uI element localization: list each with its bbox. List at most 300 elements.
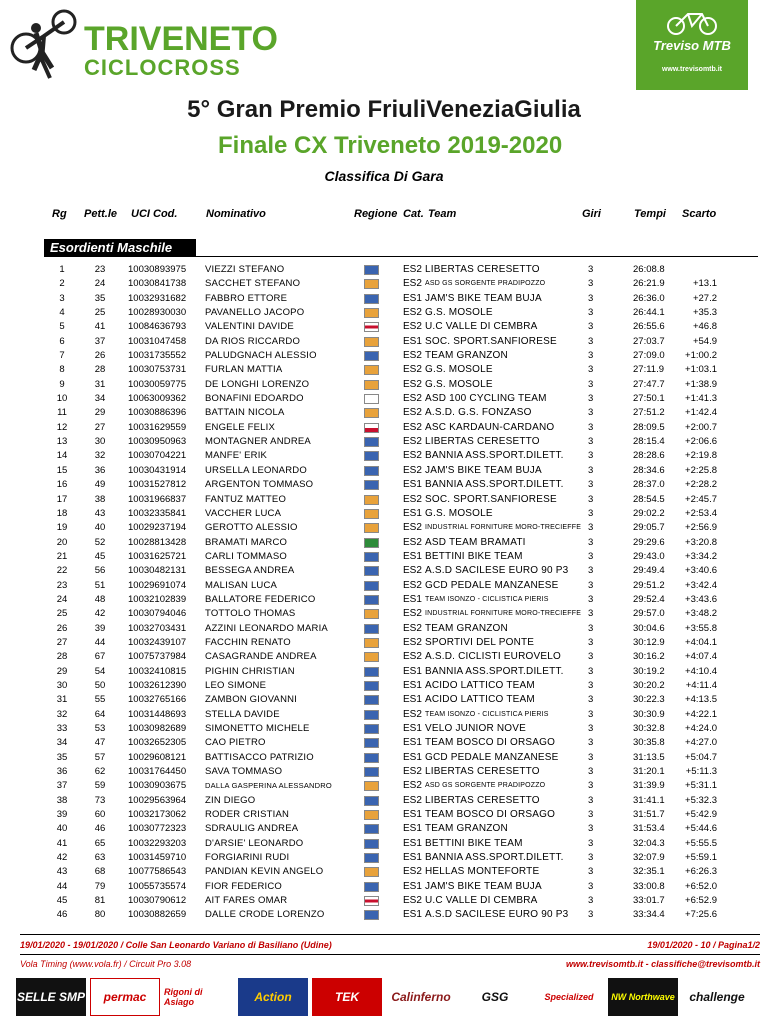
category-cell: ES2 — [403, 364, 422, 376]
bib-cell: 28 — [94, 364, 106, 376]
region-flag-icon — [364, 595, 379, 605]
bib-cell: 55 — [94, 694, 106, 706]
table-row — [0, 349, 768, 363]
rank-cell: 29 — [56, 665, 68, 677]
category-cell: ES2 — [403, 536, 422, 548]
team-cell: LIBERTAS CERESETTO — [425, 436, 540, 448]
team-cell: JAM'S BIKE TEAM BUJA — [425, 292, 542, 304]
laps-cell: 3 — [588, 364, 594, 376]
col-pett: Pett.le — [84, 208, 118, 220]
category-cell: ES2 — [403, 522, 422, 534]
region-flag-icon — [364, 495, 379, 505]
region-flag-icon — [364, 681, 379, 691]
table-row — [0, 421, 768, 435]
region-flag-icon — [364, 753, 379, 763]
gap-cell: +2:28.2 — [685, 479, 717, 491]
region-flag-icon — [364, 652, 379, 662]
category-cell: ES2 — [403, 608, 422, 620]
bib-cell: 67 — [94, 651, 106, 663]
category-cell: ES1 — [403, 479, 422, 491]
rank-cell: 14 — [56, 450, 68, 462]
table-row — [0, 277, 768, 291]
gap-cell: +2:25.8 — [685, 464, 717, 476]
name-cell: CARLI TOMMASO — [205, 550, 287, 562]
region-flag-icon — [364, 308, 379, 318]
rank-cell: 12 — [56, 421, 68, 433]
time-cell: 30:16.2 — [633, 651, 665, 663]
laps-cell: 3 — [588, 895, 594, 907]
category-cell: ES1 — [403, 823, 422, 835]
gap-cell: +3:20.8 — [685, 536, 717, 548]
table-row — [0, 708, 768, 722]
laps-cell: 3 — [588, 880, 594, 892]
gap-cell: +4:10.4 — [685, 665, 717, 677]
bib-cell: 79 — [94, 880, 106, 892]
table-row — [0, 449, 768, 463]
gap-cell: +5:59.1 — [685, 852, 717, 864]
rank-cell: 22 — [56, 565, 68, 577]
gap-cell: +6:26.3 — [685, 866, 717, 878]
time-cell: 30:04.6 — [633, 622, 665, 634]
rank-cell: 28 — [56, 651, 68, 663]
bib-cell: 46 — [94, 823, 106, 835]
team-cell: GCD PEDALE MANZANESE — [425, 751, 559, 763]
time-cell: 29:02.2 — [633, 507, 665, 519]
table-row — [0, 335, 768, 349]
category-label: Esordienti Maschile — [44, 239, 196, 256]
name-cell: FORGIARINI RUDI — [205, 852, 290, 864]
time-cell: 32:07.9 — [633, 852, 665, 864]
rank-cell: 25 — [56, 608, 68, 620]
laps-cell: 3 — [588, 321, 594, 333]
time-cell: 31:39.9 — [633, 780, 665, 792]
rank-cell: 34 — [56, 737, 68, 749]
laps-cell: 3 — [588, 809, 594, 821]
name-cell: TOTTOLO THOMAS — [205, 608, 296, 620]
uci-code-cell: 10032652305 — [128, 737, 187, 749]
category-cell: ES2 — [403, 264, 422, 275]
laps-cell: 3 — [588, 565, 594, 577]
category-divider — [44, 256, 758, 257]
table-row — [0, 593, 768, 607]
category-cell: ES2 — [403, 651, 422, 663]
name-cell: SDRAULIG ANDREA — [205, 823, 299, 835]
bib-cell: 34 — [94, 393, 106, 405]
region-flag-icon — [364, 365, 379, 375]
badge-url: www.trevisomtb.it — [661, 66, 723, 73]
badge-text: Treviso MTB — [653, 38, 731, 53]
laps-cell: 3 — [588, 909, 594, 921]
time-cell: 27:03.7 — [633, 335, 665, 347]
laps-cell: 3 — [588, 708, 594, 720]
bib-cell: 43 — [94, 507, 106, 519]
bib-cell: 73 — [94, 794, 106, 806]
gap-cell: +5:11.3 — [685, 766, 717, 778]
region-flag-icon — [364, 910, 379, 920]
category-cell: ES2 — [403, 866, 422, 878]
gap-cell: +4:22.1 — [685, 708, 717, 720]
name-cell: AZZINI LEONARDO MARIA — [205, 622, 328, 634]
name-cell: PAVANELLO JACOPO — [205, 307, 305, 319]
footer-contact-link[interactable]: www.trevisomtb.it - classifiche@trevisomtb.it — [566, 959, 760, 969]
bib-cell: 45 — [94, 550, 106, 562]
region-flag-icon — [364, 896, 379, 906]
name-cell: FURLAN MATTIA — [205, 364, 283, 376]
results-table — [0, 263, 768, 923]
uci-code-cell: 10084636793 — [128, 321, 187, 333]
table-row — [0, 851, 768, 865]
gap-cell: +4:07.4 — [685, 651, 717, 663]
time-cell: 29:05.7 — [633, 522, 665, 534]
table-row — [0, 406, 768, 420]
region-flag-icon — [364, 279, 379, 289]
name-cell: FIOR FEDERICO — [205, 880, 283, 892]
rank-cell: 41 — [56, 837, 68, 849]
time-cell: 27:09.0 — [633, 350, 665, 362]
team-cell: A.S.D. G.S. FONZASO — [425, 407, 532, 419]
laps-cell: 3 — [588, 679, 594, 691]
page-header — [0, 0, 768, 90]
rank-cell: 3 — [59, 292, 65, 304]
time-cell: 27:50.1 — [633, 393, 665, 405]
category-cell: ES1 — [403, 809, 422, 821]
event-subtitle: Finale CX Triveneto 2019-2020 — [218, 132, 563, 159]
table-row — [0, 650, 768, 664]
team-cell: ACIDO LATTICO TEAM — [425, 694, 535, 706]
col-cat: Cat. — [403, 208, 424, 220]
region-flag-icon — [364, 581, 379, 591]
region-flag-icon — [364, 767, 379, 777]
table-row — [0, 607, 768, 621]
region-flag-icon — [364, 867, 379, 877]
uci-code-cell: 10031047458 — [128, 335, 187, 347]
region-flag-icon — [364, 408, 379, 418]
uci-code-cell: 10032335841 — [128, 507, 187, 519]
category-cell: ES1 — [403, 507, 422, 519]
category-cell: ES1 — [403, 292, 422, 304]
uci-code-cell: 10031629559 — [128, 421, 187, 433]
team-cell: ASD TEAM BRAMATI — [425, 536, 526, 548]
table-row — [0, 363, 768, 377]
team-cell: ASD GS SORGENTE PRADIPOZZO — [425, 782, 546, 790]
region-flag-icon — [364, 839, 379, 849]
rank-cell: 45 — [56, 895, 68, 907]
table-row — [0, 679, 768, 693]
category-cell: ES1 — [403, 909, 422, 921]
table-row — [0, 579, 768, 593]
col-uci: UCI Cod. — [131, 208, 178, 220]
sponsor-logo: SELLE SMP — [16, 978, 86, 1016]
team-cell: U.C VALLE DI CEMBRA — [425, 895, 538, 907]
region-flag-icon — [364, 394, 379, 404]
rank-cell: 15 — [56, 464, 68, 476]
bib-cell: 25 — [94, 307, 106, 319]
uci-code-cell: 10031735552 — [128, 350, 187, 362]
time-cell: 27:47.7 — [633, 378, 665, 390]
team-cell: G.S. MOSOLE — [425, 307, 493, 319]
category-cell: ES1 — [403, 723, 422, 734]
time-cell: 30:30.9 — [633, 708, 665, 720]
table-row — [0, 263, 768, 277]
team-cell: HELLAS MONTEFORTE — [425, 866, 540, 878]
bib-cell: 27 — [94, 421, 106, 433]
name-cell: AIT FARES OMAR — [205, 895, 288, 907]
bib-cell: 31 — [94, 378, 106, 390]
name-cell: BESSEGA ANDREA — [205, 565, 295, 577]
table-row — [0, 665, 768, 679]
bib-cell: 49 — [94, 479, 106, 491]
region-flag-icon — [364, 466, 379, 476]
name-cell: DALLE CRODE LORENZO — [205, 909, 325, 921]
time-cell: 28:34.6 — [633, 464, 665, 476]
category-cell: ES1 — [403, 852, 422, 864]
region-flag-icon — [364, 480, 379, 490]
table-row — [0, 564, 768, 578]
uci-code-cell: 10032612390 — [128, 679, 187, 691]
rank-cell: 13 — [56, 436, 68, 448]
rank-cell: 18 — [56, 507, 68, 519]
table-row — [0, 493, 768, 507]
rank-cell: 23 — [56, 579, 68, 591]
time-cell: 31:41.1 — [633, 794, 665, 806]
name-cell: SACCHET STEFANO — [205, 278, 301, 290]
laps-cell: 3 — [588, 335, 594, 347]
time-cell: 28:28.6 — [633, 450, 665, 462]
laps-cell: 3 — [588, 694, 594, 706]
bike-icon — [662, 6, 722, 36]
name-cell: PALUDGNACH ALESSIO — [205, 350, 317, 362]
team-cell: TEAM ISONZO - CICLISTICA PIERIS — [425, 710, 549, 718]
uci-code-cell: 10032293203 — [128, 837, 187, 849]
col-team: Team — [428, 208, 457, 220]
uci-code-cell: 10029608121 — [128, 751, 187, 763]
laps-cell: 3 — [588, 622, 594, 634]
gap-cell: +54.9 — [692, 335, 717, 347]
uci-code-cell: 10031764450 — [128, 766, 187, 778]
name-cell: BATTAIN NICOLA — [205, 407, 285, 419]
laps-cell: 3 — [588, 407, 594, 419]
name-cell: GEROTTO ALESSIO — [205, 522, 298, 534]
name-cell: BALLATORE FEDERICO — [205, 593, 316, 605]
category-cell: ES2 — [403, 350, 422, 362]
region-flag-icon — [364, 351, 379, 361]
uci-code-cell: 10030431914 — [128, 464, 187, 476]
uci-code-cell: 10028813428 — [128, 536, 187, 548]
table-row — [0, 693, 768, 707]
team-cell: BANNIA ASS.SPORT.DILETT. — [425, 479, 564, 491]
table-row — [0, 822, 768, 836]
laps-cell: 3 — [588, 292, 594, 304]
category-cell: ES2 — [403, 278, 422, 290]
gap-cell: +5:42.9 — [685, 809, 717, 821]
laps-cell: 3 — [588, 393, 594, 405]
bib-cell: 51 — [94, 579, 106, 591]
col-regione: Regione — [354, 208, 398, 220]
gap-cell: +6:52.9 — [685, 895, 717, 907]
time-cell: 29:43.0 — [633, 550, 665, 562]
team-cell: G.S. MOSOLE — [425, 378, 493, 390]
footer-divider — [20, 934, 760, 935]
name-cell: D'ARSIE' LEONARDO — [205, 837, 304, 849]
bib-cell: 35 — [94, 292, 106, 304]
time-cell: 29:52.4 — [633, 593, 665, 605]
category-cell: ES2 — [403, 421, 422, 433]
gap-cell: +3:34.2 — [685, 550, 717, 562]
team-cell: ASC KARDAUN-CARDANO — [425, 421, 555, 433]
name-cell: FABBRO ETTORE — [205, 292, 288, 304]
name-cell: DALLA GASPERINA ALESSANDRO — [205, 781, 332, 791]
uci-code-cell: 10030790612 — [128, 895, 187, 907]
table-row — [0, 865, 768, 879]
time-cell: 26:36.0 — [633, 292, 665, 304]
team-cell: U.C VALLE DI CEMBRA — [425, 321, 538, 333]
rank-cell: 31 — [56, 694, 68, 706]
name-cell: VIEZZI STEFANO — [205, 264, 285, 275]
team-cell: ASD 100 CYCLING TEAM — [425, 393, 547, 405]
region-flag-icon — [364, 337, 379, 347]
name-cell: BATTISACCO PATRIZIO — [205, 751, 314, 763]
time-cell: 32:04.3 — [633, 837, 665, 849]
team-cell: G.S. MOSOLE — [425, 507, 493, 519]
category-cell: ES2 — [403, 794, 422, 806]
category-cell: ES2 — [403, 393, 422, 405]
bib-cell: 42 — [94, 608, 106, 620]
uci-code-cell: 10031966837 — [128, 493, 187, 505]
laps-cell: 3 — [588, 579, 594, 591]
uci-code-cell: 10030893975 — [128, 264, 187, 275]
name-cell: ZAMBON GIOVANNI — [205, 694, 298, 706]
rank-cell: 17 — [56, 493, 68, 505]
name-cell: MANFE' ERIK — [205, 450, 268, 462]
col-scarto: Scarto — [682, 208, 717, 220]
name-cell: DE LONGHI LORENZO — [205, 378, 310, 390]
bib-cell: 39 — [94, 622, 106, 634]
uci-code-cell: 10077586543 — [128, 866, 187, 878]
laps-cell: 3 — [588, 421, 594, 433]
name-cell: MALISAN LUCA — [205, 579, 278, 591]
region-flag-icon — [364, 781, 379, 791]
table-row — [0, 722, 768, 736]
logo-subtitle: CICLOCROSS — [84, 55, 241, 80]
bib-cell: 65 — [94, 837, 106, 849]
logo-title: TRIVENETO — [84, 20, 278, 58]
footer-timing-info: Vola Timing (www.vola.fr) / Circuit Pro 3.08 — [20, 959, 192, 969]
table-row — [0, 794, 768, 808]
name-cell: ENGELE FELIX — [205, 421, 275, 433]
bib-cell: 57 — [94, 751, 106, 763]
bib-cell: 62 — [94, 766, 106, 778]
rank-cell: 20 — [56, 536, 68, 548]
uci-code-cell: 10030059775 — [128, 378, 187, 390]
uci-code-cell: 10030882659 — [128, 909, 187, 921]
name-cell: PANDIAN KEVIN ANGELO — [205, 866, 324, 878]
category-cell: ES2 — [403, 622, 422, 634]
team-cell: SPORTIVI DEL PONTE — [425, 636, 535, 648]
name-cell: BONAFINI EDOARDO — [205, 393, 304, 405]
name-cell: SIMONETTO MICHELE — [205, 723, 310, 734]
rank-cell: 35 — [56, 751, 68, 763]
bib-cell: 38 — [94, 493, 106, 505]
gap-cell: +3:42.4 — [685, 579, 717, 591]
bib-cell: 44 — [94, 636, 106, 648]
laps-cell: 3 — [588, 852, 594, 864]
time-cell: 30:32.8 — [633, 723, 665, 734]
category-cell: ES1 — [403, 880, 422, 892]
bib-cell: 37 — [94, 335, 106, 347]
rank-cell: 6 — [59, 335, 65, 347]
laps-cell: 3 — [588, 608, 594, 620]
bib-cell: 32 — [94, 450, 106, 462]
table-row — [0, 521, 768, 535]
name-cell: FANTUZ MATTEO — [205, 493, 287, 505]
gap-cell: +1:41.3 — [685, 393, 717, 405]
uci-code-cell: 10063009362 — [128, 393, 187, 405]
laps-cell: 3 — [588, 780, 594, 792]
laps-cell: 3 — [588, 766, 594, 778]
category-cell: ES1 — [403, 335, 422, 347]
rank-cell: 33 — [56, 723, 68, 734]
uci-code-cell: 10031459710 — [128, 852, 187, 864]
col-tempi: Tempi — [634, 208, 666, 220]
bib-cell: 68 — [94, 866, 106, 878]
bib-cell: 36 — [94, 464, 106, 476]
footer-page-info: 19/01/2020 - 10 / Pagina1/2 — [647, 940, 760, 950]
region-flag-icon — [364, 265, 379, 275]
team-cell: BANNIA ASS.SPORT.DILETT. — [425, 852, 564, 864]
time-cell: 32:35.1 — [633, 866, 665, 878]
region-flag-icon — [364, 624, 379, 634]
region-flag-icon — [364, 523, 379, 533]
rank-cell: 24 — [56, 593, 68, 605]
sponsor-logo: Calinferno — [386, 978, 456, 1016]
col-nominativo: Nominativo — [206, 208, 266, 220]
gap-cell: +4:24.0 — [685, 723, 717, 734]
gap-cell: +2:00.7 — [685, 421, 717, 433]
region-flag-icon — [364, 566, 379, 576]
table-row — [0, 765, 768, 779]
bib-cell: 53 — [94, 723, 106, 734]
team-cell: A.S.D SACILESE EURO 90 P3 — [425, 909, 569, 921]
col-rg: Rg — [52, 208, 67, 220]
rank-cell: 27 — [56, 636, 68, 648]
sponsor-logo: TEK — [312, 978, 382, 1016]
gap-cell: +5:44.6 — [685, 823, 717, 835]
gap-cell: +35.3 — [692, 307, 717, 319]
uci-code-cell: 10032703431 — [128, 622, 187, 634]
uci-code-cell: 10032410815 — [128, 665, 187, 677]
table-row — [0, 751, 768, 765]
laps-cell: 3 — [588, 436, 594, 448]
uci-code-cell: 10031527812 — [128, 479, 187, 491]
team-cell: SOC. SPORT.SANFIORESE — [425, 493, 557, 505]
laps-cell: 3 — [588, 550, 594, 562]
bib-cell: 47 — [94, 737, 106, 749]
name-cell: CAO PIETRO — [205, 737, 266, 749]
time-cell: 26:44.1 — [633, 307, 665, 319]
team-cell: BETTINI BIKE TEAM — [425, 550, 523, 562]
time-cell: 31:20.1 — [633, 766, 665, 778]
category-cell: ES2 — [403, 407, 422, 419]
laps-cell: 3 — [588, 665, 594, 677]
bib-cell: 52 — [94, 536, 106, 548]
uci-code-cell: 10030841738 — [128, 278, 187, 290]
team-cell: LIBERTAS CERESETTO — [425, 766, 540, 778]
region-flag-icon — [364, 609, 379, 619]
rank-cell: 46 — [56, 909, 68, 921]
rank-cell: 5 — [59, 321, 65, 333]
results-heading: Classifica Di Gara — [324, 168, 444, 184]
time-cell: 30:19.2 — [633, 665, 665, 677]
